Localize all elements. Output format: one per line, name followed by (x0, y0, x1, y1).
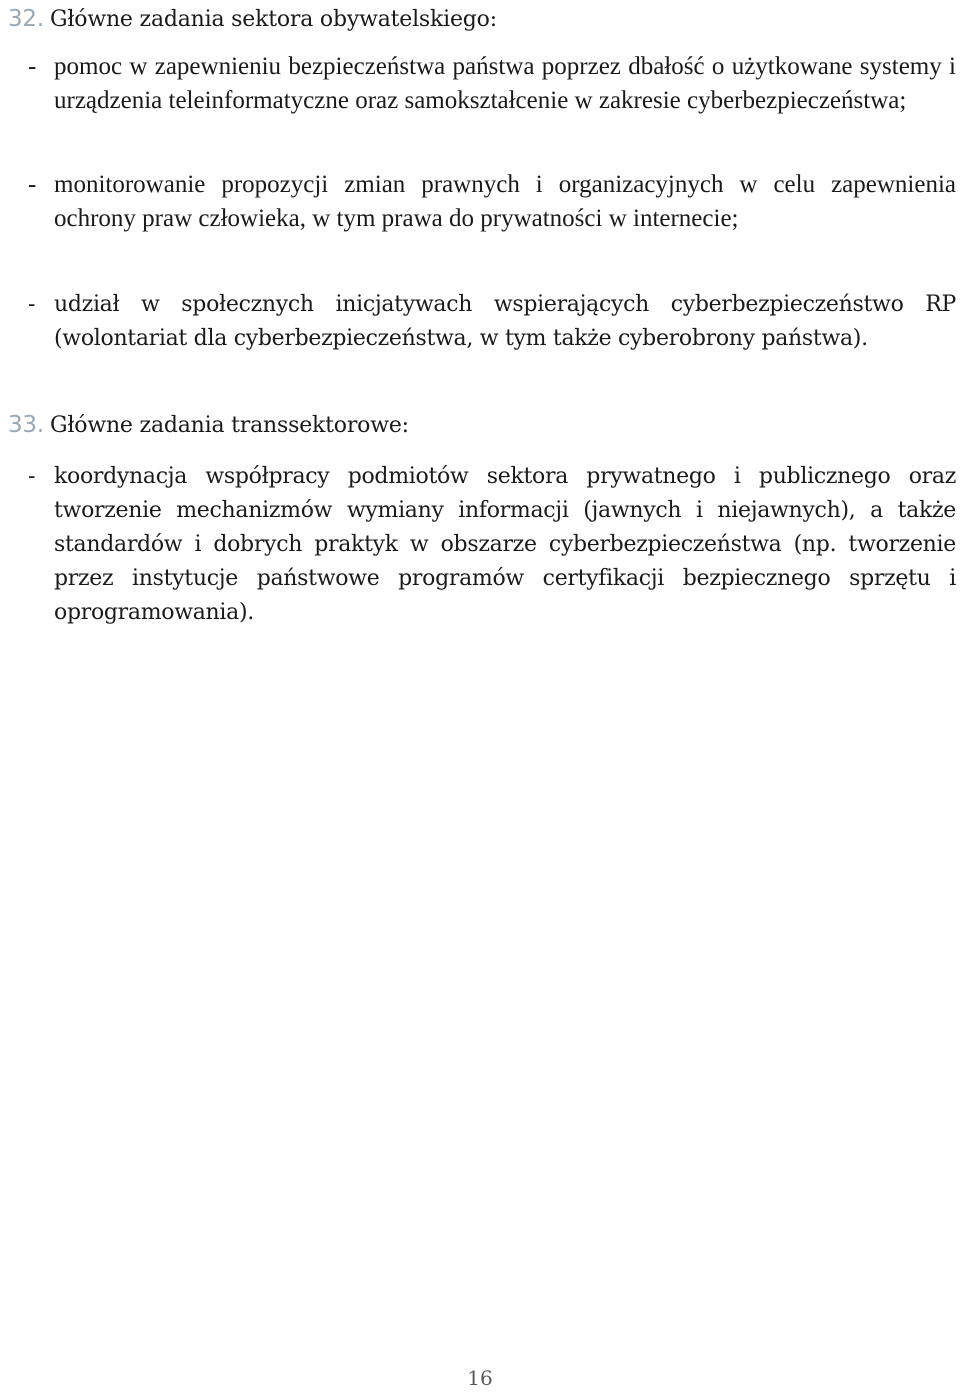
section-33-item-1 (28, 460, 956, 632)
section-33-heading (8, 410, 409, 441)
list-marker: - (28, 292, 36, 317)
section-32-title: Główne zadania sektora obywatelskiego: (49, 7, 497, 32)
list-marker: - (28, 53, 37, 80)
section-32-item-1 (28, 50, 956, 154)
section-32-number: 32. (8, 6, 44, 32)
list-item-text: monitorowanie propozycji zmian prawnych i organizacyjnych w celu zapewnienia ochrony praw człowieka, w tym prawa do prywatności w internecie; (54, 171, 956, 232)
page-number: 16 (467, 1366, 493, 1390)
list-item-text: koordynacja współpracy podmiotów sektora prywatnego i publicznego oraz tworzenie mechanizmów wymiany informacji (jawnych i niejawnych), a także standardów i dobrych praktyk w obszarze cyberbezpieczeństwa (np. tworzenie przez instytucje państwowe programów certyfikacji bezpiecznego sprzętu i oprogramowania). (54, 464, 956, 625)
section-33-number: 33. (8, 412, 44, 438)
list-marker: - (28, 464, 36, 489)
section-33-title: Główne zadania transsektorowe: (49, 413, 409, 438)
section-32-heading (8, 4, 497, 35)
section-32-item-3 (28, 288, 956, 392)
list-marker: - (28, 171, 37, 198)
section-32-item-2 (28, 168, 956, 272)
list-item-text: pomoc w zapewnieniu bezpieczeństwa państwa poprzez dbałość o użytkowane systemy i urządzenia teleinformatyczne oraz samokształcenie w zakresie cyberbezpieczeństwa; (54, 53, 956, 114)
list-item-text: udział w społecznych inicjatywach wspierających cyberbezpieczeństwo RP (wolontariat dla cyberbezpieczeństwa, w tym także cyberobrony państwa). (54, 292, 956, 351)
